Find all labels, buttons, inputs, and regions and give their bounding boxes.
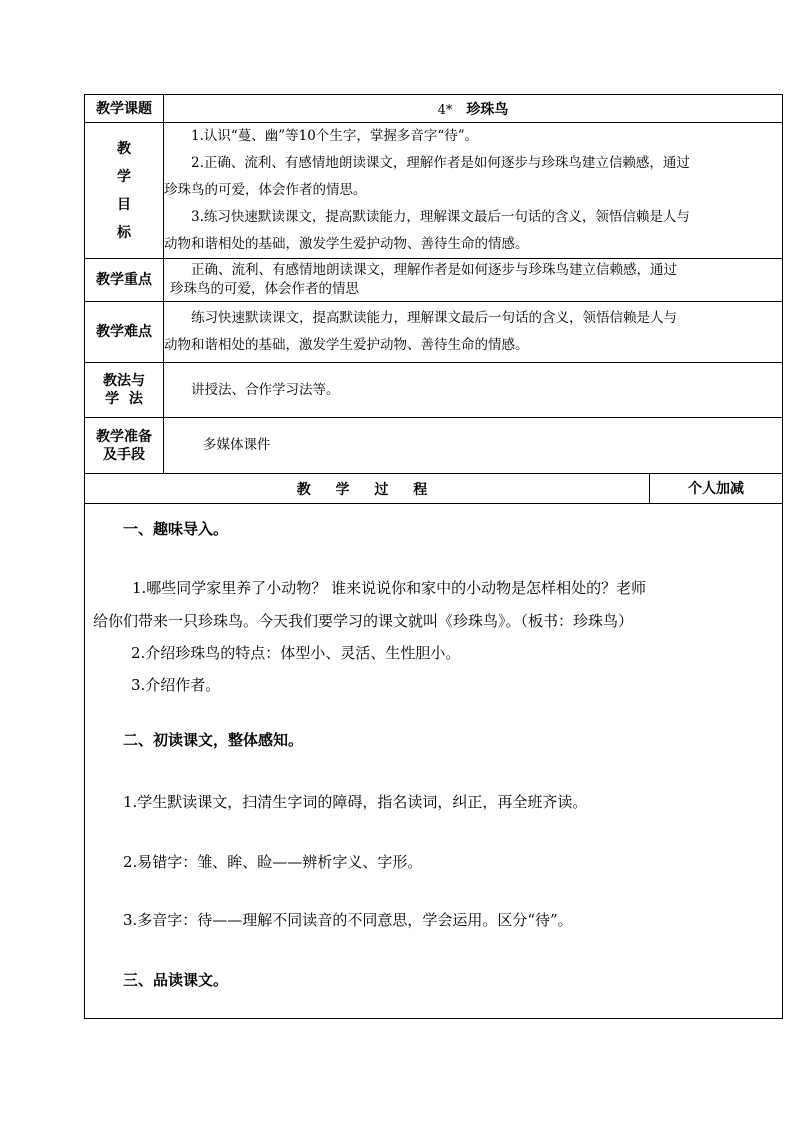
key-points-line: 珍珠鸟的可爱，体会作者的情思 [170, 281, 359, 297]
personal-adjust-header: 个人加减 [650, 474, 783, 504]
process-text-line: 3.多音字：待——理解不同读音的不同意思，学会运用。区分“待”。 [123, 911, 573, 929]
objectives-row [85, 123, 783, 259]
methods-label [85, 363, 164, 418]
preparation-row [85, 418, 783, 474]
key-points-row [85, 259, 783, 302]
process-text-line: 给你们带来一只珍珠鸟。今天我们要学习的课文就叫《珍珠鸟》。（板书：珍珠鸟） [93, 612, 634, 630]
preparation-label [85, 418, 164, 474]
process-body-row [85, 504, 783, 1019]
lesson-plan-sheet [84, 94, 782, 1019]
lesson-title: 珍珠鸟 [466, 101, 509, 118]
objective-line: 1.认识“蔓、幽”等10个生字，掌握多音字“待”。 [191, 128, 479, 144]
objectives-content [164, 123, 783, 259]
process-text-line: 1.哪些同学家里养了小动物？ 谁来说说你和家中的小动物是怎样相处的？老师 [132, 579, 647, 597]
methods-label-line: 学 法 [105, 391, 143, 407]
methods-text: 讲授法、合作学习法等。 [191, 381, 340, 398]
section-title: 二、初读课文，整体感知。 [123, 731, 304, 749]
methods-row [85, 363, 783, 418]
lesson-plan-table [84, 94, 783, 1019]
objective-line: 动物和谐相处的基础，激发学生爱护动物、善待生命的情感。 [164, 236, 529, 252]
objectives-label [85, 123, 164, 259]
difficulties-line: 练习快速默读课文，提高默读能力，理解课文最后一句话的含义，领悟信赖是人与 [191, 310, 677, 326]
preparation-label-line: 及手段 [103, 446, 145, 463]
preparation-text: 多媒体课件 [203, 437, 271, 453]
methods-content [164, 363, 783, 418]
key-points-content [164, 259, 783, 302]
process-text-line: 2.易错字：雏、眸、睑——辨析字义、字形。 [123, 853, 423, 871]
objectives-label-char: 标 [117, 224, 131, 241]
process-text-line: 1.学生默读课文，扫清生字词的障碍，指名读词，纠正，再全班齐读。 [123, 793, 588, 811]
process-header: 教 学 过 程 [85, 474, 650, 504]
preparation-content [164, 418, 783, 474]
process-text-line: 2.介绍珍珠鸟的特点：体型小、灵活、生性胆小。 [131, 644, 461, 662]
objectives-label-char: 目 [117, 196, 131, 213]
key-points-label: 教学重点 [85, 259, 164, 302]
key-points-line: 正确、流利、有感情地朗读课文，理解作者是如何逐步与珍珠鸟建立信赖感，通过 [191, 262, 677, 278]
objectives-label-char: 学 [117, 168, 131, 185]
topic-row [85, 95, 783, 123]
objective-line: 2.正确、流利、有感情地朗读课文，理解作者是如何逐步与珍珠鸟建立信赖感，通过 [191, 155, 690, 171]
objectives-label-char: 教 [117, 140, 131, 157]
difficulties-line: 动物和谐相处的基础，激发学生爱护动物、善待生命的情感。 [164, 337, 529, 353]
section-title: 三、品读课文。 [123, 971, 229, 989]
objective-line: 3.练习快速默读课文，提高默读能力，理解课文最后一句话的含义，领悟信赖是人与 [191, 209, 690, 225]
process-text-line: 3.介绍作者。 [131, 676, 221, 694]
process-body [85, 504, 783, 1019]
preparation-label-line: 教学准备 [96, 428, 152, 445]
process-header-row [85, 474, 783, 504]
difficulties-label: 教学难点 [85, 302, 164, 363]
lesson-title-cell [164, 95, 783, 123]
objective-line: 珍珠鸟的可爱，体会作者的情思。 [164, 182, 367, 198]
methods-label-line: 教法与 [103, 373, 145, 389]
difficulties-content [164, 302, 783, 363]
topic-label: 教学课题 [85, 95, 164, 123]
section-title: 一、趣味导入。 [123, 520, 229, 538]
lesson-number: 4* [437, 102, 453, 118]
difficulties-row [85, 302, 783, 363]
